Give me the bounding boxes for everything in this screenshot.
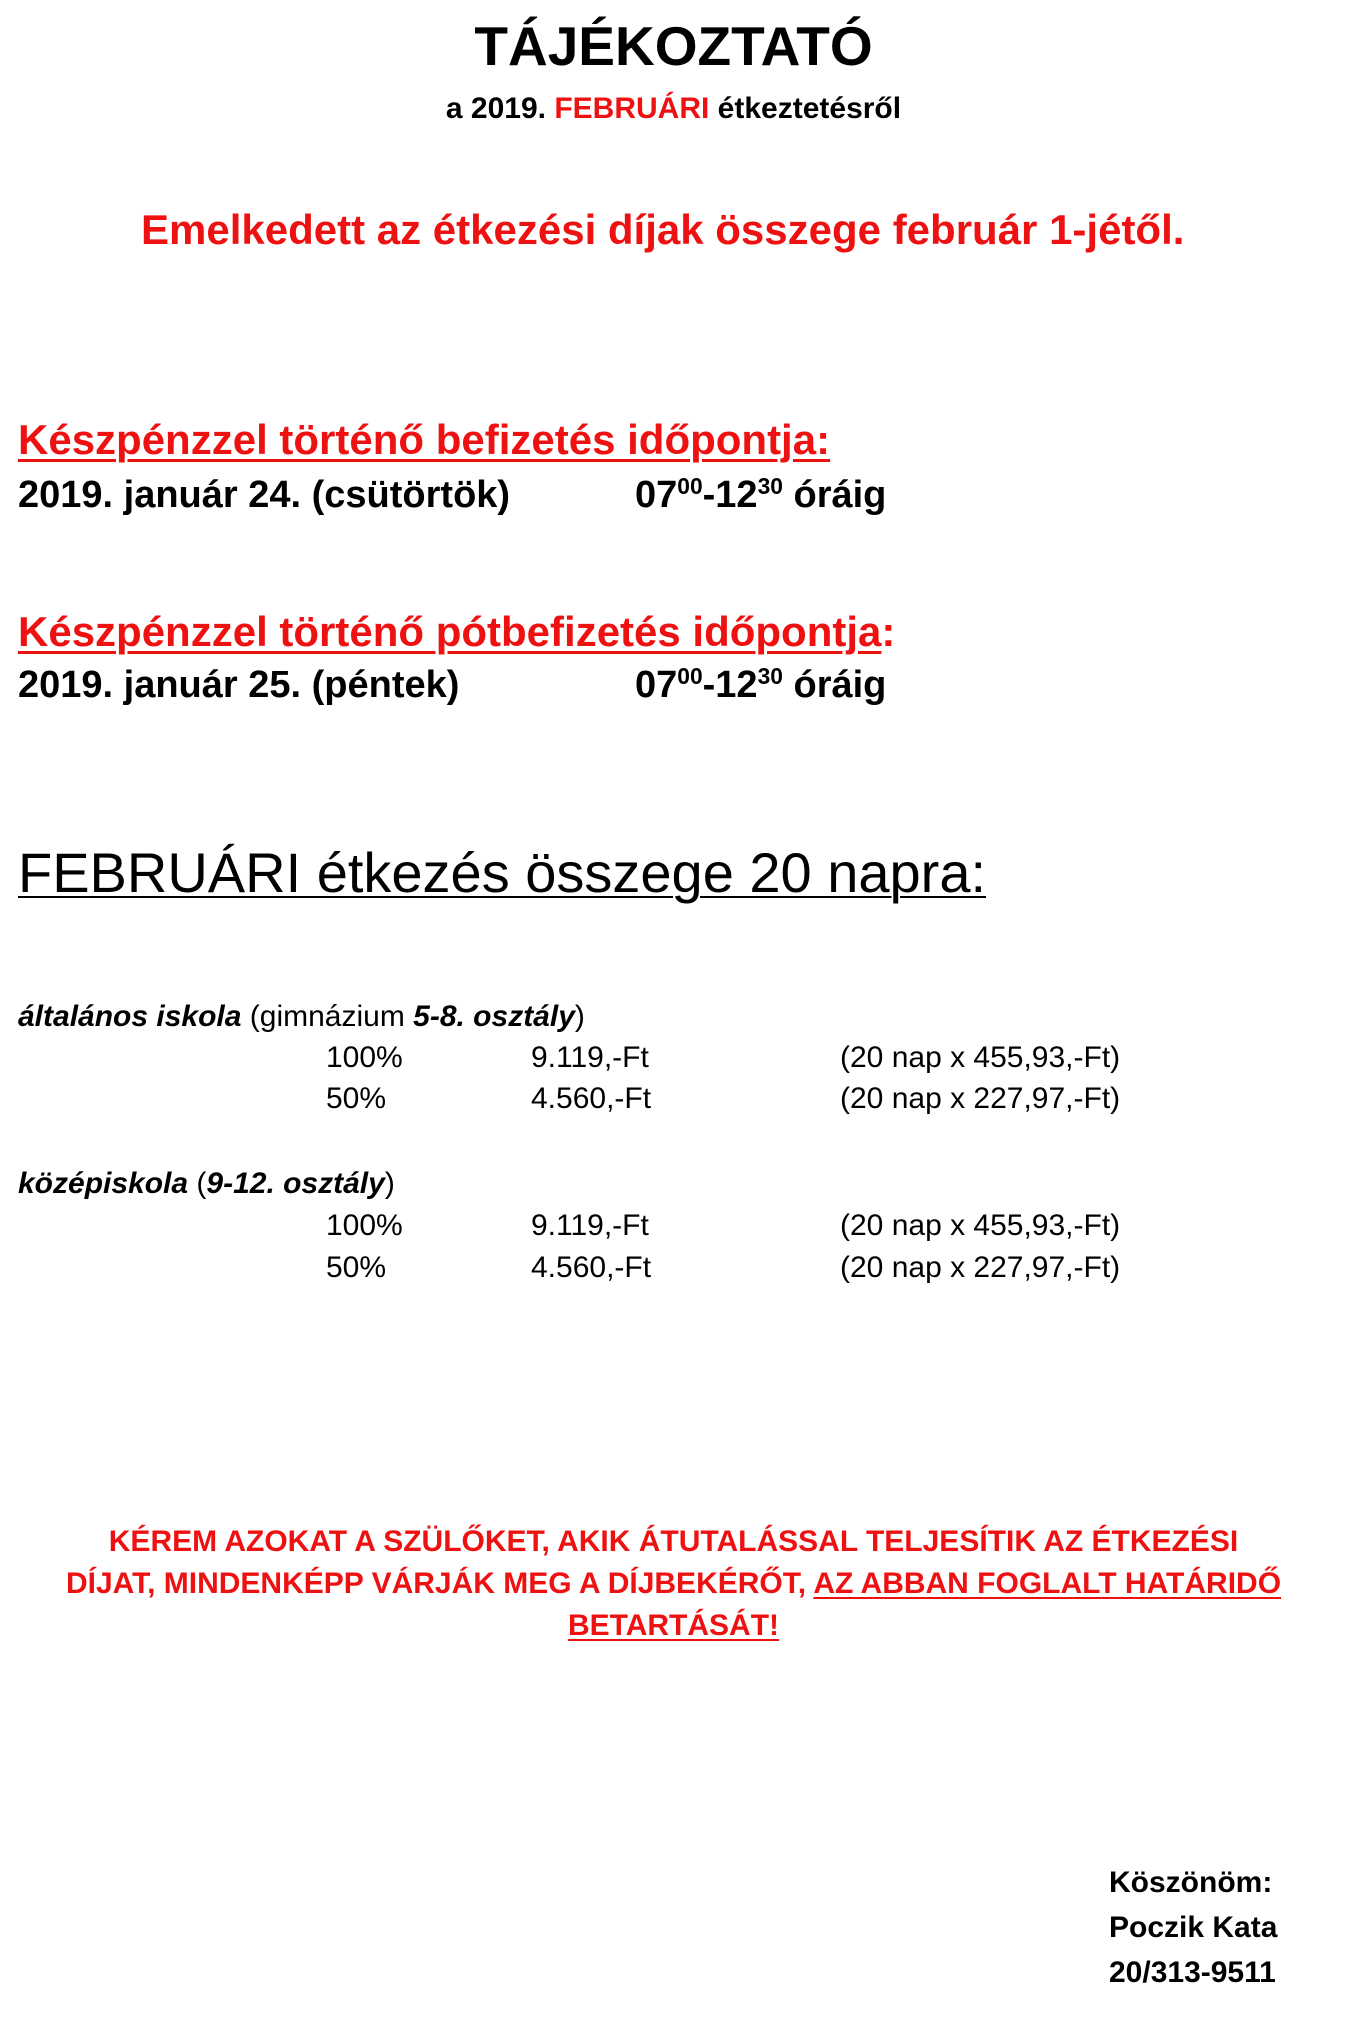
table-row-percent: 100% [326, 1041, 403, 1074]
late-payment-time-suffix: óráig [782, 664, 887, 706]
section-elementary-heading [18, 1000, 585, 1034]
payment-time-start-minute: 00 [677, 473, 703, 500]
payment-time-separator: -12 [702, 474, 758, 516]
late-payment-heading-text: Készpénzzel történő pótbefizetés időpontja [18, 608, 882, 655]
payment-time-suffix: óráig [782, 474, 887, 516]
transfer-notice-line-3 [0, 1605, 1347, 1647]
table-row-amount: 9.119,-Ft [531, 1041, 649, 1074]
table-row-amount: 4.560,-Ft [531, 1082, 652, 1115]
transfer-notice [0, 1521, 1347, 1647]
signature-thanks: Köszönöm: [1109, 1866, 1273, 1899]
document-subtitle [0, 92, 1347, 126]
late-payment-heading [18, 608, 895, 656]
document-title: TÁJÉKOZTATÓ [474, 15, 873, 77]
late-payment-time-separator: -12 [702, 664, 758, 706]
section-elementary-paren-close: ) [574, 1000, 585, 1033]
section-secondary-paren-open: ( [188, 1167, 207, 1200]
table-row-percent: 50% [326, 1082, 387, 1115]
transfer-notice-line-2 [0, 1563, 1347, 1605]
payment-time-end-minute: 30 [757, 473, 783, 500]
table-row-calculation: (20 nap x 227,97,-Ft) [840, 1251, 1121, 1284]
late-payment-heading-colon: : [881, 608, 896, 655]
transfer-notice-line-2-underlined: AZ ABBAN FOGLALT HATÁRIDŐ [813, 1567, 1282, 1600]
section-elementary-paren-open: (gimnázium [241, 1000, 414, 1033]
subtitle-prefix: a 2019. [445, 92, 555, 125]
subtitle-suffix: étkeztetésről [709, 92, 902, 125]
signature-block [1109, 1860, 1277, 1995]
table-row-calculation: (20 nap x 455,93,-Ft) [840, 1209, 1121, 1242]
table-row-percent: 100% [326, 1209, 403, 1242]
transfer-notice-line-1: KÉREM AZOKAT A SZÜLŐKET, AKIK ÁTUTALÁSSAL TELJESÍTIK AZ ÉTKEZÉSI [108, 1525, 1239, 1558]
payment-heading: Készpénzzel történő befizetés időpontja: [18, 416, 831, 463]
february-total-title: FEBRUÁRI étkezés összege 20 napra: [18, 841, 987, 904]
section-elementary-grades: 5-8. osztály [413, 1000, 575, 1033]
transfer-notice-line-2-text: DÍJAT, MINDENKÉPP VÁRJÁK MEG A DÍJBEKÉRŐT, [65, 1567, 814, 1600]
section-secondary-grades: 9-12. osztály [206, 1167, 385, 1200]
signature-name: Poczik Kata [1109, 1911, 1278, 1944]
late-payment-time-start-hour: 07 [635, 664, 678, 706]
late-payment-time-end-minute: 30 [757, 663, 783, 690]
section-elementary-name: általános iskola [18, 1000, 242, 1033]
section-secondary-name: középiskola [18, 1167, 189, 1200]
payment-time-start-hour: 07 [635, 474, 678, 516]
subtitle-month: FEBRUÁRI [554, 92, 710, 125]
late-payment-time-start-minute: 00 [677, 663, 703, 690]
table-row-percent: 50% [326, 1251, 387, 1284]
late-payment-time [635, 664, 886, 707]
transfer-notice-line-3-underlined: BETARTÁSÁT! [567, 1609, 780, 1642]
table-row-amount: 9.119,-Ft [531, 1209, 649, 1242]
late-payment-date: 2019. január 25. (péntek) [18, 664, 460, 706]
payment-time [635, 474, 886, 517]
section-secondary-heading [18, 1167, 395, 1201]
payment-date: 2019. január 24. (csütörtök) [18, 474, 511, 516]
signature-phone: 20/313-9511 [1109, 1956, 1276, 1989]
section-secondary-paren-close: ) [384, 1167, 395, 1200]
table-row-calculation: (20 nap x 227,97,-Ft) [840, 1082, 1121, 1115]
table-row-calculation: (20 nap x 455,93,-Ft) [840, 1041, 1121, 1074]
price-increase-announcement: Emelkedett az étkezési díjak összege február 1-jétől. [141, 206, 1185, 253]
table-row-amount: 4.560,-Ft [531, 1251, 652, 1284]
